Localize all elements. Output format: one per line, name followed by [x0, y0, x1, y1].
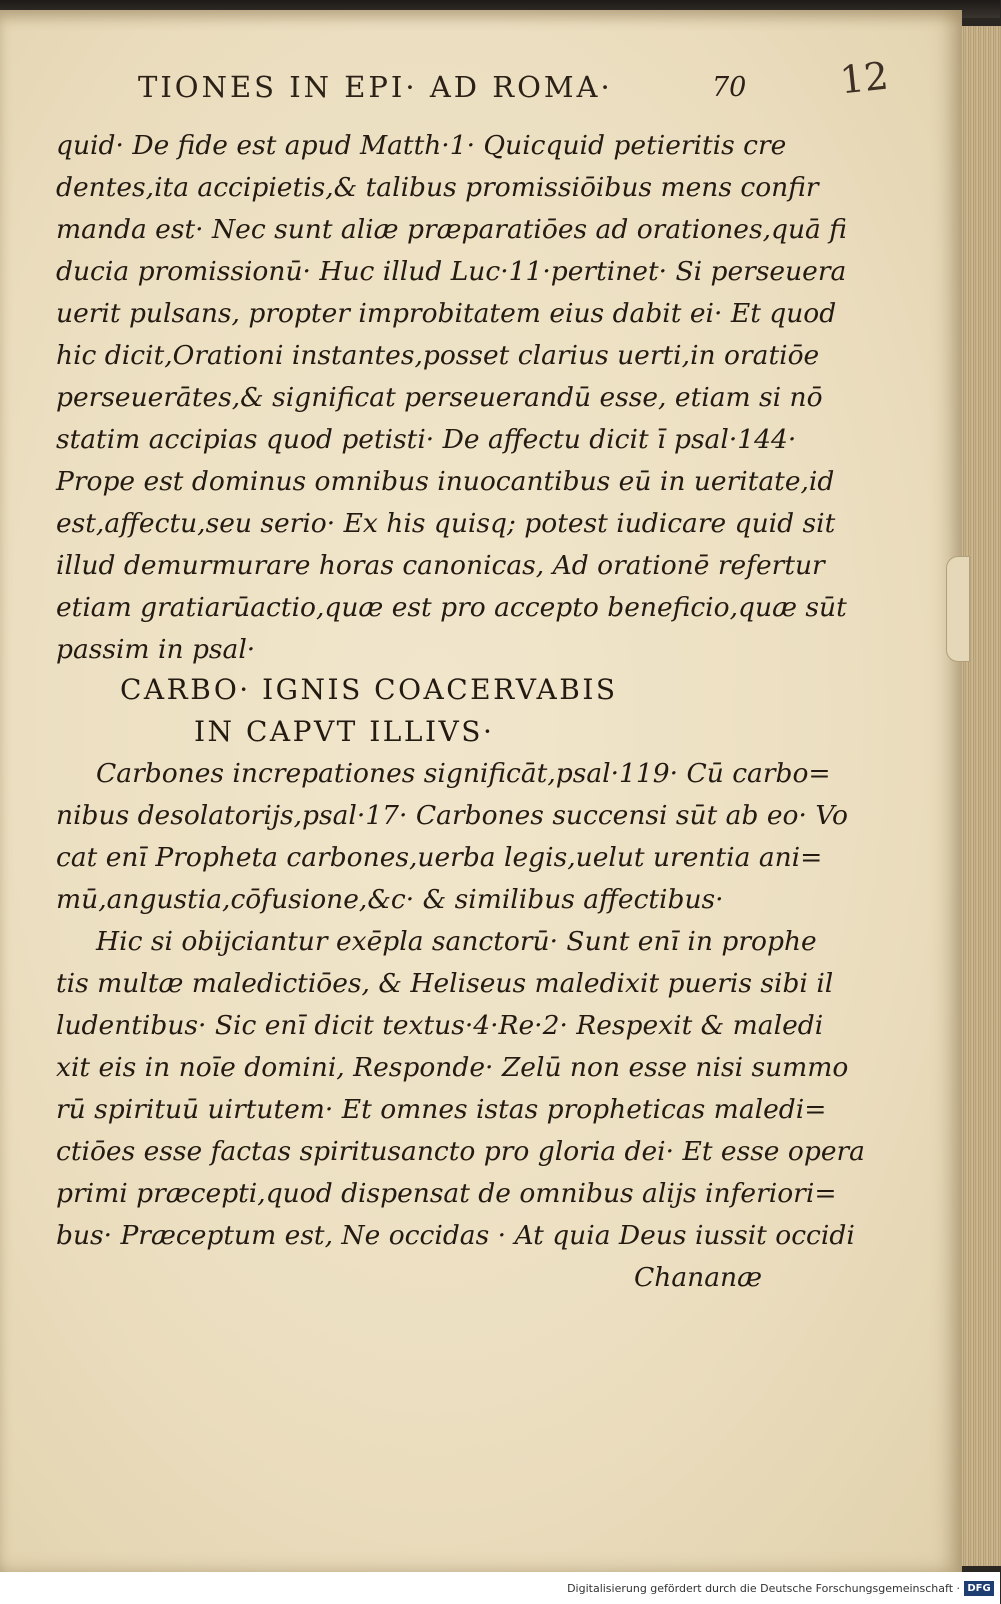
text-line: cat enī Propheta carbones,uerba legis,uelut urentia ani= [56, 842, 823, 873]
text-line: nibus desolatorijs,psal·17· Carbones succensi sūt ab eo· Vo [56, 800, 848, 831]
folio-number: 70 [712, 72, 747, 103]
text-line: manda est· Nec sunt aliæ præparatiōes ad orationes,quā fi [56, 214, 847, 245]
dfg-logo: DFG [964, 1581, 994, 1596]
text-line: illud demurmurare horas canonicas, Ad orationē refertur [56, 550, 825, 581]
text-line: mū,angustia,cōfusione,&c· & similibus affectibus· [56, 884, 724, 915]
text-line: bus· Præceptum est, Ne occidas · At quia Deus iussit occidi [56, 1220, 855, 1251]
text-line: dentes,ita accipietis,& talibus promissiōibus mens confir [56, 172, 819, 203]
marginal-note: 12 [837, 53, 891, 103]
text-line: rū spirituū uirtutem· Et omnes istas propheticas maledi= [56, 1094, 827, 1125]
text-line: ducia promissionū· Huc illud Luc·11·pertinet· Si perseuera [56, 256, 847, 287]
text-line: Carbones increpationes significāt,psal·119· Cū carbo= [96, 758, 831, 789]
text-line: perseuerātes,& significat perseuerandū esse, etiam si nō [56, 382, 823, 413]
text-line: xit eis in noīe domini, Responde· Zelū non esse nisi summo [56, 1052, 849, 1083]
text-line: statim accipias quod petisti· De affectu dicit ī psal·144· [56, 424, 797, 455]
text-line: Prope est dominus omnibus inuocantibus eū in ueritate,id [56, 466, 835, 497]
text-line: tis multæ maledictiōes, & Heliseus maledixit pueris sibi il [56, 968, 834, 999]
running-head: TIONES IN EPI· AD ROMA· [138, 70, 613, 104]
book-fore-edge [958, 26, 1001, 1566]
text-line: quid· De fide est apud Matth·1· Quicquid petieritis cre [56, 130, 787, 161]
page-clip [946, 556, 970, 662]
text-line: etiam gratiarūactio,quæ est pro accepto beneficio,quæ sūt [56, 592, 847, 623]
section-heading-line-1: CARBO· IGNIS COACERVABIS [120, 673, 618, 706]
section-heading-line-2: IN CAPVT ILLIVS· [194, 715, 495, 748]
funding-credit: Digitalisierung gefördert durch die Deutsche Forschungsgemeinschaft · [567, 1582, 960, 1595]
text-line: ctiōes esse factas spiritusancto pro gloria dei· Et esse opera [56, 1136, 865, 1167]
text-line: passim in psal· [56, 634, 256, 665]
text-line: hic dicit,Orationi instantes,posset clarius uerti,in oratiōe [56, 340, 820, 371]
catchword: Chananæ [634, 1262, 762, 1293]
text-line: primi præcepti,quod dispensat de omnibus alijs inferiori= [56, 1178, 837, 1209]
text-line: ludentibus· Sic enī dicit textus·4·Re·2· Respexit & maledi [56, 1010, 824, 1041]
text-line: est,affectu,seu serio· Ex his quisq; potest iudicare quid sit [56, 508, 836, 539]
text-line: uerit pulsans, propter improbitatem eius dabit ei· Et quod [56, 298, 837, 329]
text-line: Hic si obijciantur exēpla sanctorū· Sunt enī in prophe [96, 926, 817, 957]
